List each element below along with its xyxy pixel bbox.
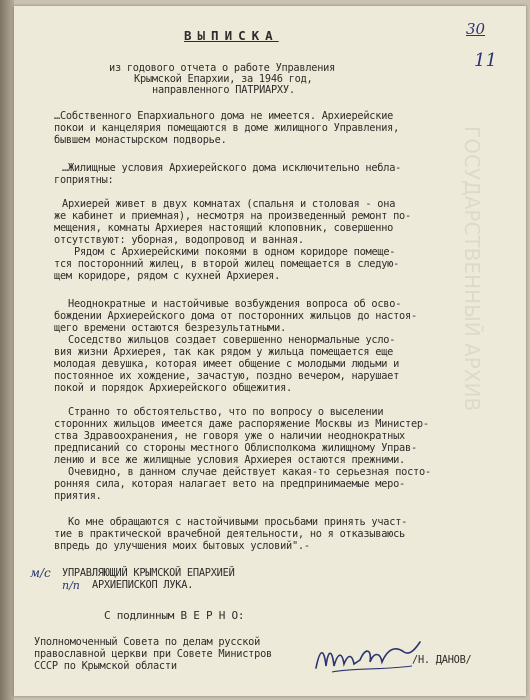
text-line: тся посторонний жилец, в второй жилец помещается в следую- <box>54 258 400 270</box>
text-line: же кабинет и приемная), несмотря на произведенный ремонт по- <box>54 210 411 222</box>
text-line: щем коридоре, рядом с кухней Архиерея. <box>54 270 281 282</box>
signature-image <box>312 638 424 678</box>
text-line: впредь до улучшения моих бытовых условий".- <box>54 540 310 552</box>
text-line: Странно то обстоятельство, что по вопросу о выселении <box>68 406 384 418</box>
document-sheet <box>14 6 526 696</box>
signatory-name: АРХИЕПИСКОП ЛУКА. <box>92 579 194 591</box>
text-line: Ко мне обращаются с настойчивыми просьбами принять участ- <box>68 516 408 528</box>
text-line: предписаний со стороны местного Облисполкома жилищному Управ- <box>54 442 417 454</box>
text-line: Неоднократные и настойчивые возбуждения вопроса об осво- <box>68 298 402 310</box>
subtitle-line-2: Крымской Епархии, за 1946 год, <box>134 73 313 85</box>
text-line: Архиерей живет в двух комнатах (спальня и столовая - она <box>62 198 396 210</box>
text-line: покой и порядок Архиерейского общежития. <box>54 382 292 394</box>
text-line: молодая девушка, которая имеет общение с молодыми людьми и <box>54 358 400 370</box>
text-line: тие в практической врачебной деятельности, но я отказываюсь <box>54 528 406 540</box>
text-line: бывшем монастырском подворье. <box>54 134 227 146</box>
official-line: православной церкви при Совете Министров <box>34 648 272 660</box>
text-line: сторонних жильцов имеется даже распоряжение Москвы из Министер- <box>54 418 429 430</box>
text-line: бождении Архиерейского дома от посторонних жильцов до настоя- <box>54 310 417 322</box>
text-line: покои и канцелярия помещаются в доме жилищного Управления, <box>54 122 400 134</box>
text-line: вия жизни Архиерея, так как рядом у жильца помещается еще <box>54 346 394 358</box>
text-line: отсутствуют: уборная, водопровод и ванная. <box>54 234 304 246</box>
subtitle-line-3: направленного ПАТРИАРХУ. <box>152 84 295 96</box>
official-name: /Н. ДАНОВ/ <box>412 654 472 666</box>
page-number: 30 <box>466 20 486 38</box>
text-line: Соседство жильцов создает совершенно ненормальные усло- <box>68 334 396 346</box>
handwritten-mark: п/п <box>62 579 80 592</box>
official-line: СССР по Крымской области <box>34 660 177 672</box>
text-line: Очевидно, в данном случае действует какая-то серьезная посто- <box>68 466 431 478</box>
document-title: ВЫПИСКА <box>184 28 279 43</box>
text-line: щего времени остаются безрезультатными. <box>54 322 287 334</box>
text-line: ронняя сила, которая налагает вето на предпринимаемые меро- <box>54 478 406 490</box>
binding-edge <box>0 0 14 700</box>
subtitle-line-1: из годового отчета о работе Управления <box>109 62 336 74</box>
signatory-title: УПРАВЛЯЮЩИЙ КРЫМСКОЙ ЕПАРХИЕЙ <box>62 567 235 579</box>
certification-line: С подлинным В Е Р Н О: <box>104 609 245 622</box>
sheet-mark: 11 <box>474 50 497 71</box>
archive-watermark: ГОСУДАРСТВЕННЫЙ АРХИВ <box>460 126 484 412</box>
official-line: Уполномоченный Совета по делам русской <box>34 636 261 648</box>
text-line: …Жилищные условия Архиерейского дома исключительно небла- <box>62 162 402 174</box>
text-line: лению и все же жилищные условия Архиерея остаются прежними. <box>54 454 406 466</box>
text-line: Рядом с Архиерейскими покоями в одном коридоре помеще- <box>74 246 396 258</box>
text-line: мещения, комнаты Архиерея настоящий клоповник, совершенно <box>54 222 394 234</box>
text-line: гоприятны: <box>54 174 114 186</box>
text-line: приятия. <box>54 490 102 502</box>
handwritten-mark: м/с <box>30 566 51 580</box>
text-line: ства Здравоохранения, не говоря уже о наличии неоднократных <box>54 430 406 442</box>
text-line: постоянное их хождение, зачастую, поздно вечером, нарушает <box>54 370 400 382</box>
text-line: …Собственного Епархиального дома не имеется. Архиерейские <box>54 110 394 122</box>
